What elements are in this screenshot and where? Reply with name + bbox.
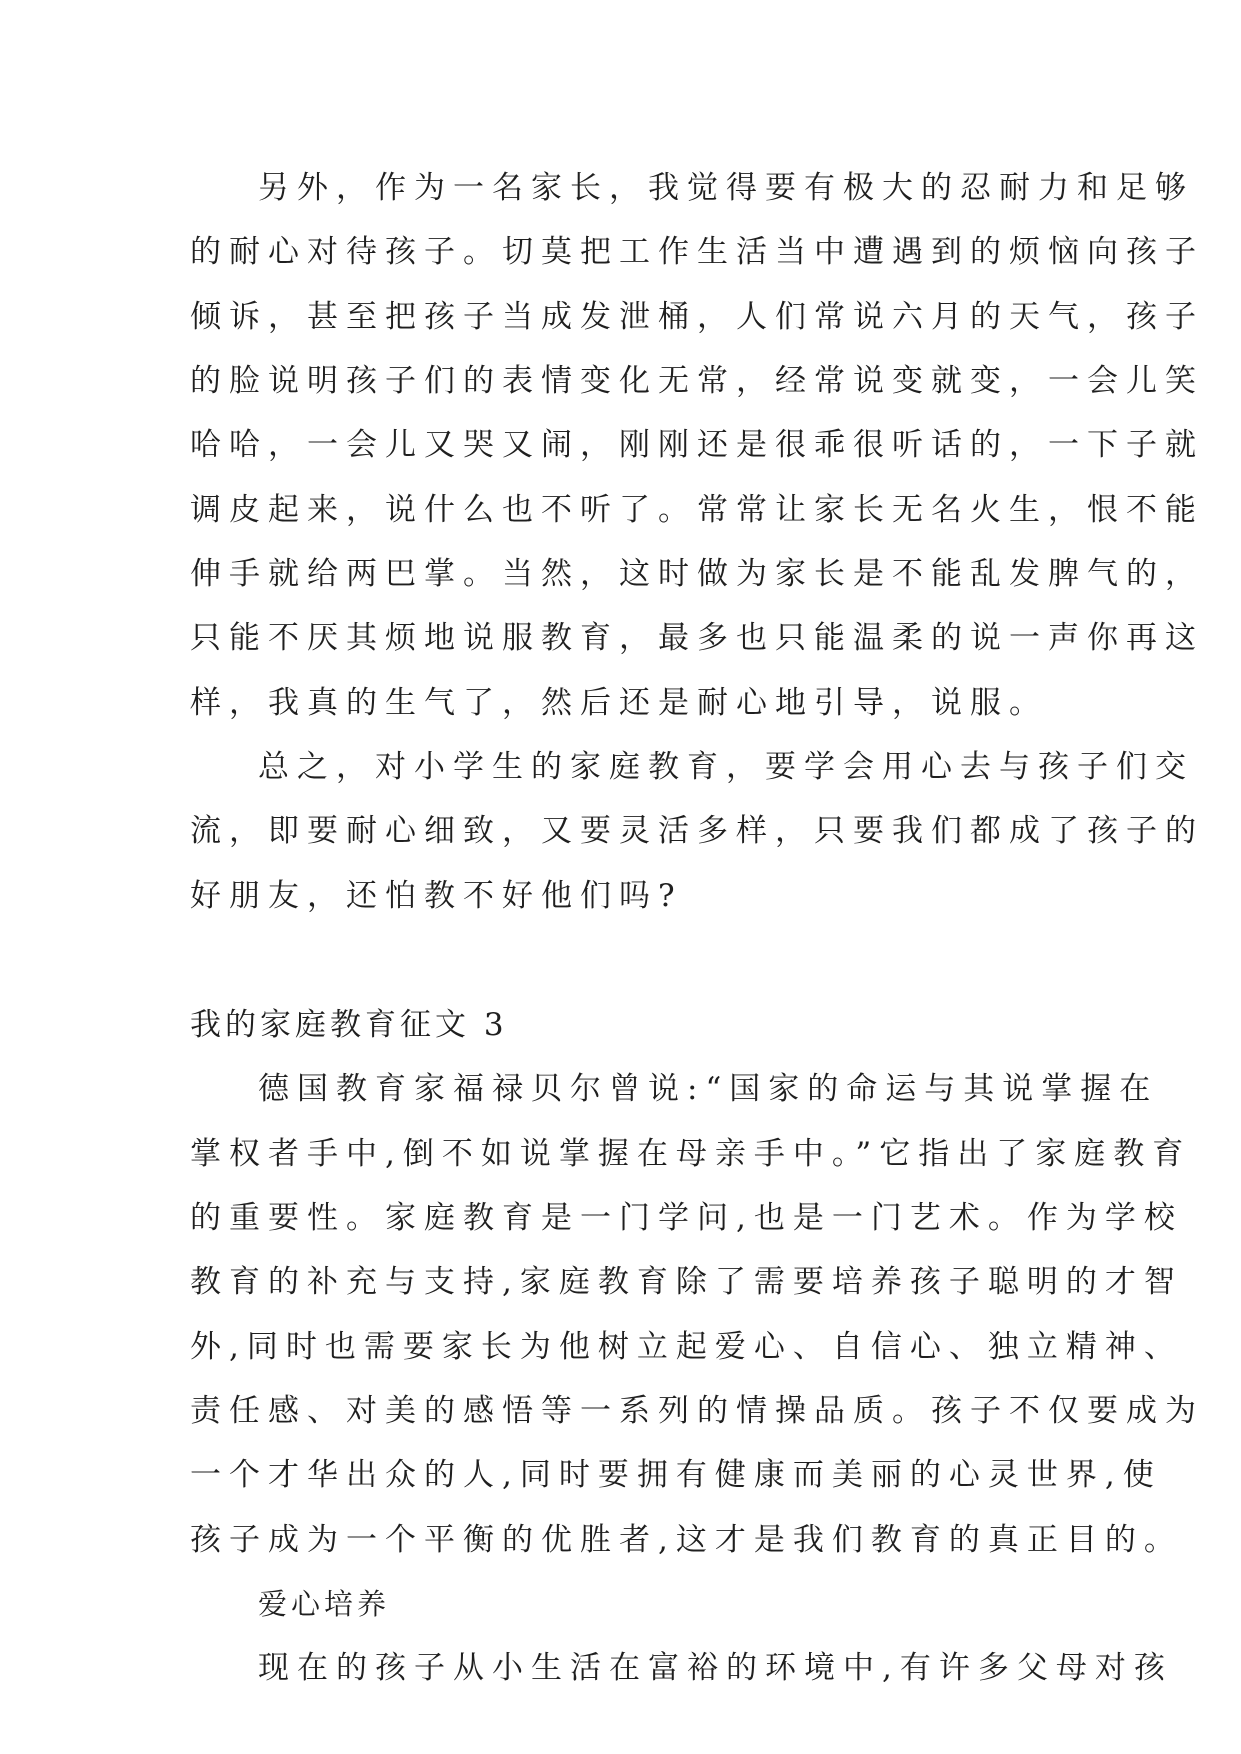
paragraph-line: 倾诉，甚至把孩子当成发泄桶，人们常说六月的天气，孩子: [190, 299, 1204, 335]
paragraph-line: 掌权者手中,倒不如说掌握在母亲手中。”它指出了家庭教育: [190, 1136, 1192, 1172]
section-heading: 我的家庭教育征文 3: [190, 1007, 508, 1043]
paragraph-line: 哈哈，一会儿又哭又闹，刚刚还是很乖很听话的，一下子就: [190, 427, 1204, 463]
paragraph-line: 孩子成为一个平衡的优胜者,这才是我们教育的真正目的。: [190, 1522, 1183, 1558]
paragraph-line: 的耐心对待孩子。切莫把工作生活当中遭遇到的烦恼向孩子: [190, 234, 1204, 270]
paragraph-line: 的脸说明孩子们的表情变化无常，经常说变就变，一会儿笑: [190, 363, 1204, 399]
paragraph-line: 流，即要耐心细致，又要灵活多样，只要我们都成了孩子的: [190, 813, 1204, 849]
paragraph-line: 一个才华出众的人,同时要拥有健康而美丽的心灵世界,使: [190, 1457, 1162, 1493]
paragraph-line: 伸手就给两巴掌。当然，这时做为家长是不能乱发脾气的，: [190, 556, 1204, 592]
paragraph-line: 外,同时也需要家长为他树立起爱心、自信心、独立精神、: [190, 1329, 1183, 1365]
paragraph-line: 责任感、对美的感悟等一系列的情操品质。孩子不仅要成为: [190, 1393, 1204, 1429]
paragraph-line: 样，我真的生气了，然后还是耐心地引导，说服。: [190, 685, 1048, 721]
paragraph-line: 教育的补充与支持,家庭教育除了需要培养孩子聪明的才智: [190, 1264, 1183, 1300]
paragraph-line: 另外，作为一名家长，我觉得要有极大的忍耐力和足够: [258, 170, 1194, 206]
paragraph-line: 好朋友，还怕教不好他们吗?: [190, 878, 683, 914]
paragraph-line: 只能不厌其烦地说服教育，最多也只能温柔的说一声你再这: [190, 620, 1204, 656]
paragraph-line: 德国教育家福禄贝尔曾说:“国家的命运与其说掌握在: [258, 1071, 1159, 1107]
paragraph-line: 现在的孩子从小生活在富裕的环境中,有许多父母对孩: [258, 1650, 1173, 1686]
paragraph-line: 调皮起来，说什么也不听了。常常让家长无名火生，恨不能: [190, 492, 1204, 528]
subsection-heading: 爱心培养: [258, 1587, 391, 1621]
paragraph-line: 总之，对小学生的家庭教育，要学会用心去与孩子们交: [258, 749, 1194, 785]
paragraph-line: 的重要性。家庭教育是一门学问,也是一门艺术。作为学校: [190, 1200, 1183, 1236]
